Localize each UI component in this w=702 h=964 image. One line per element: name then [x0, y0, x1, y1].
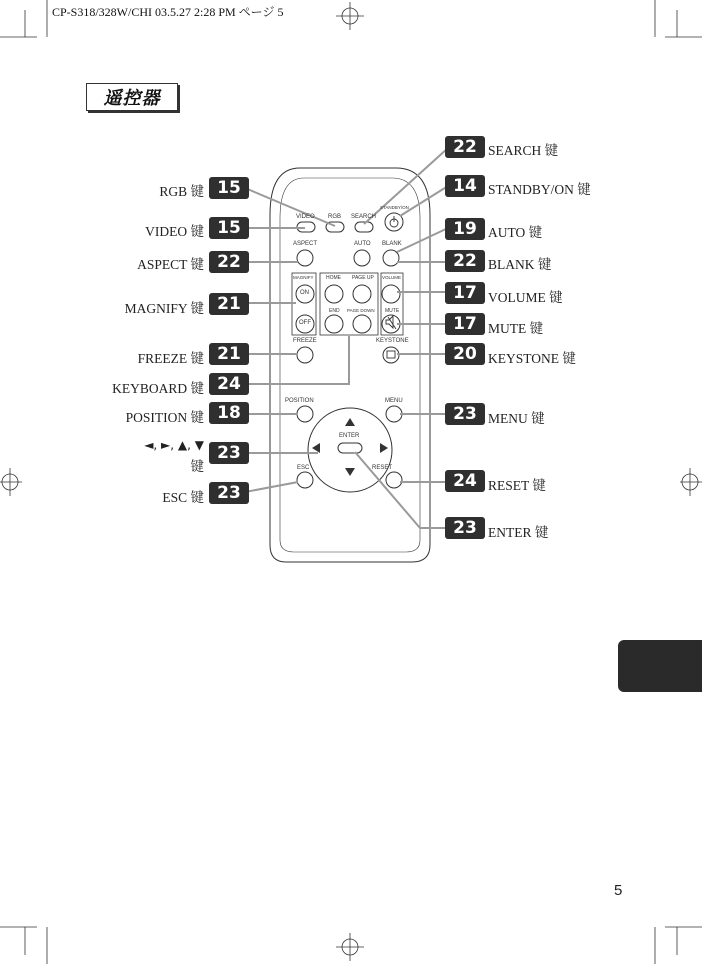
callout-label-arrows-key: 键: [190, 459, 204, 474]
callout-label-aspect: ASPECT 键: [137, 257, 204, 272]
callout-label-reset: RESET 键: [488, 478, 546, 493]
page-badge-mute: 17: [448, 313, 482, 335]
esc-key[interactable]: ESC: [297, 465, 310, 471]
page-badge-blank: 22: [448, 250, 482, 272]
callout-label-keyboard: KEYBOARD 键: [112, 381, 204, 396]
aspect-key[interactable]: ASPECT: [293, 241, 318, 247]
page-badge-keyboard: 24: [212, 373, 246, 395]
callout-label-volume: VOLUME 键: [488, 290, 563, 305]
callout-label-search: SEARCH 键: [488, 143, 559, 158]
callout-label-esc: ESC 键: [162, 490, 204, 505]
page-badge-position: 18: [212, 402, 246, 424]
standby-on-key[interactable]: STANDBY/ON: [380, 205, 409, 210]
off-key[interactable]: OFF: [299, 320, 311, 326]
callout-label-position: POSITION 键: [125, 410, 204, 425]
callout-label-blank: BLANK 键: [488, 257, 552, 272]
page-badge-video: 15: [212, 217, 246, 239]
reset-key[interactable]: RESET: [372, 465, 393, 471]
page-down-key[interactable]: PAGE DOWN: [347, 308, 375, 313]
page-badge-keystone: 20: [448, 343, 482, 365]
page-badge-menu: 23: [448, 403, 482, 425]
page-badge-standby: 14: [448, 175, 482, 197]
page-badge-search: 22: [448, 136, 482, 158]
keystone-key[interactable]: KEYSTONE: [376, 338, 409, 344]
callout-label-arrows: ◄, ►, ▲, ▼: [144, 438, 204, 452]
video-key[interactable]: VIDEO: [296, 214, 315, 220]
page-badge-reset: 24: [448, 470, 482, 492]
auto-key[interactable]: AUTO: [354, 241, 371, 247]
search-key[interactable]: SEARCH: [351, 214, 377, 220]
blank-key[interactable]: BLANK: [382, 241, 402, 247]
page-badge-auto: 19: [448, 218, 482, 240]
callout-label-mute: MUTE 键: [488, 321, 544, 336]
menu-key[interactable]: MENU: [385, 398, 403, 404]
enter-key[interactable]: ENTER: [339, 433, 360, 439]
page-up-key[interactable]: PAGE UP: [352, 275, 374, 281]
volume-key[interactable]: VOLUME: [382, 275, 402, 280]
page-badge-volume: 17: [448, 282, 482, 304]
mute-key[interactable]: MUTE: [385, 308, 400, 314]
callout-label-menu: MENU 键: [488, 411, 545, 426]
section-title: 遥控器: [86, 83, 178, 111]
callout-label-magnify: MAGNIFY 键: [124, 301, 204, 316]
callout-label-video: VIDEO 键: [145, 224, 204, 239]
callout-label-rgb: RGB 键: [159, 184, 204, 199]
callout-label-standby: STANDBY/ON 键: [488, 182, 591, 197]
page-badge-enter: 23: [448, 517, 482, 539]
page-number: 5: [614, 882, 623, 899]
callout-label-auto: AUTO 键: [488, 225, 543, 240]
freeze-key[interactable]: FREEZE: [293, 338, 317, 344]
callout-label-freeze: FREEZE 键: [137, 351, 204, 366]
on-key[interactable]: ON: [300, 290, 309, 296]
page-badge-arrows: 23: [212, 442, 246, 464]
magnify-key[interactable]: MAGNIFY: [293, 275, 314, 280]
page-badge-esc: 23: [212, 482, 246, 504]
page-badge-magnify: 21: [212, 293, 246, 315]
home-key[interactable]: HOME: [326, 275, 341, 281]
rgb-key[interactable]: RGB: [328, 214, 342, 220]
page-badge-aspect: 22: [212, 251, 246, 273]
page-badge-rgb: 15: [212, 177, 246, 199]
end-key[interactable]: END: [329, 308, 340, 314]
page-badge-freeze: 21: [212, 343, 246, 365]
callout-label-enter: ENTER 键: [488, 525, 549, 540]
callout-label-keystone: KEYSTONE 键: [488, 351, 576, 366]
print-header: CP-S318/328W/CHI 03.5.27 2:28 PM ページ 5: [52, 5, 284, 19]
position-key[interactable]: POSITION: [285, 398, 314, 404]
chapter-tab: [618, 640, 702, 692]
